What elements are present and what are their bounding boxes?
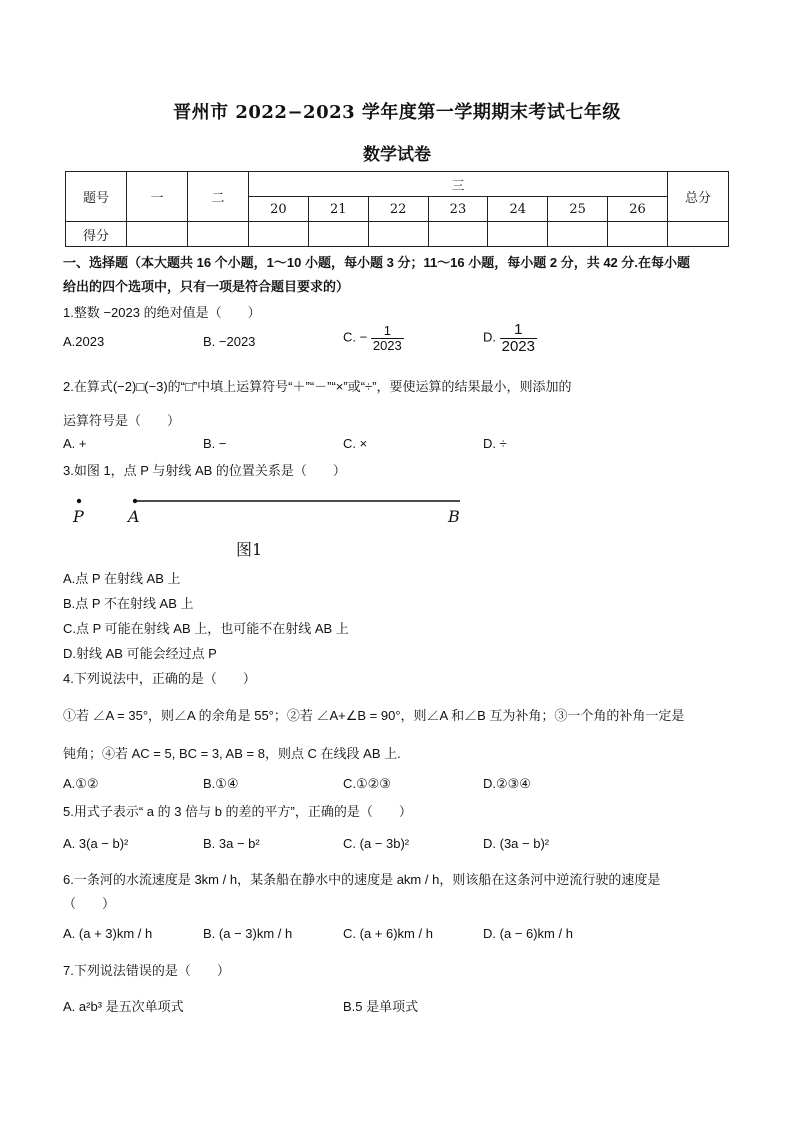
q6-option-c: C. (a + 6)km / h bbox=[343, 926, 433, 941]
q1-option-a: A.2023 bbox=[63, 334, 105, 349]
score-table-sub-col: 25 bbox=[548, 197, 608, 222]
q1-option-d-fraction bbox=[500, 322, 537, 355]
q5-option-b: B. 3a − b² bbox=[203, 836, 260, 851]
q4-option-c: C.①②③ bbox=[343, 776, 391, 791]
score-cell bbox=[127, 222, 188, 247]
q7-option-b: B.5 是单项式 bbox=[343, 999, 419, 1014]
q1-option-d bbox=[483, 322, 537, 355]
q6-option-a: A. (a + 3)km / h bbox=[63, 926, 153, 941]
q1-option-d-den: 2023 bbox=[501, 337, 535, 355]
q1-option-c-den: 2023 bbox=[372, 337, 402, 353]
q1-option-c bbox=[343, 324, 404, 352]
q6-option-b: B. (a − 3)km / h bbox=[203, 926, 293, 941]
q3-fig-label-b: B bbox=[448, 507, 460, 526]
q1-option-c-prefix: C. − bbox=[343, 329, 368, 345]
q5-option-c: C. (a − 3b)² bbox=[343, 836, 410, 851]
score-cell bbox=[368, 222, 428, 247]
q3-option-d: D.射线 AB 可能会经过点 P bbox=[63, 646, 217, 661]
score-table-sub-col: 22 bbox=[368, 197, 428, 222]
q1-option-c-fraction bbox=[371, 324, 404, 352]
page-subtitle: 数学试卷 bbox=[363, 145, 431, 165]
q3-option-c: C.点 P 可能在射线 AB 上，也可能不在射线 AB 上 bbox=[63, 621, 349, 636]
score-cell bbox=[428, 222, 488, 247]
q5-option-d: D. (3a − b)² bbox=[483, 836, 550, 851]
q2-option-b: B. − bbox=[203, 436, 227, 451]
q3-stem: 3.如图 1，点 P 与射线 AB 的位置关系是（ ） bbox=[63, 463, 346, 478]
q5-stem: 5.用式子表示“ a 的 3 倍与 b 的差的平方”，正确的是（ ） bbox=[63, 804, 412, 819]
score-table-sub-col: 21 bbox=[308, 197, 368, 222]
q6-stem-line1: 6.一条河的水流速度是 3km / h，某条船在静水中的速度是 akm / h，则该船在这条河中逆流行驶的速度是 bbox=[63, 872, 661, 887]
q1-option-b: B. −2023 bbox=[203, 334, 256, 349]
score-table-col-total: 总分 bbox=[668, 172, 729, 222]
score-table-col-two: 二 bbox=[188, 172, 249, 222]
section-heading-line2: 给出的四个选项中，只有一项是符合题目要求的） bbox=[63, 279, 350, 294]
q3-fig-label-p: P bbox=[73, 507, 84, 526]
q1-option-c-num: 1 bbox=[371, 324, 404, 339]
q2-option-d: D. ÷ bbox=[483, 436, 507, 451]
score-table-sub-col: 26 bbox=[608, 197, 668, 222]
score-cell bbox=[608, 222, 668, 247]
q3-figure bbox=[60, 490, 480, 560]
score-table-sub-col: 23 bbox=[428, 197, 488, 222]
q4-body-line2: 钝角；④若 AC = 5, BC = 3, AB = 8，则点 C 在线段 AB 上. bbox=[63, 746, 401, 761]
score-table-sub-col: 24 bbox=[488, 197, 548, 222]
q6-stem-line2: （ ） bbox=[63, 896, 116, 911]
score-cell bbox=[548, 222, 608, 247]
q4-stem: 4.下列说法中，正确的是（ ） bbox=[63, 671, 256, 686]
score-table-sub-col: 20 bbox=[249, 197, 309, 222]
q4-body-line1: ①若 ∠A = 35°，则∠A 的余角是 55°；②若 ∠A+∠B = 90°，则∠A 和∠B 互为补角；③一个角的补角一定是 bbox=[63, 708, 685, 723]
page-title: 晋州市 2022−2023 学年度第一学期期末考试七年级 bbox=[173, 102, 621, 123]
point-p-dot bbox=[77, 499, 81, 503]
q1-option-d-prefix: D. bbox=[483, 329, 496, 345]
q7-option-a: A. a²b³ 是五次单项式 bbox=[63, 999, 184, 1014]
q2-stem-line2: 运算符号是（ ） bbox=[63, 413, 181, 428]
q4-option-b: B.①④ bbox=[203, 776, 239, 791]
q2-stem-line1: 2.在算式(−2)□(−3)的“□”中填上运算符号“＋”“－”“×”或“÷”，要使运算的结果最小，则添加的 bbox=[63, 379, 572, 394]
q1-option-d-num: 1 bbox=[500, 322, 537, 339]
score-table-col-one: 一 bbox=[127, 172, 188, 222]
score-table-score-label: 得分 bbox=[66, 222, 127, 247]
q1-stem: 1.整数 −2023 的绝对值是（ ） bbox=[63, 305, 261, 320]
score-cell bbox=[308, 222, 368, 247]
q2-option-c: C. × bbox=[343, 436, 368, 451]
q6-option-d: D. (a − 6)km / h bbox=[483, 926, 573, 941]
q3-option-b: B.点 P 不在射线 AB 上 bbox=[63, 596, 194, 611]
q4-option-a: A.①② bbox=[63, 776, 99, 791]
q3-fig-caption: 图1 bbox=[236, 540, 263, 559]
score-cell bbox=[188, 222, 249, 247]
score-cell bbox=[488, 222, 548, 247]
q7-stem: 7.下列说法错误的是（ ） bbox=[63, 963, 230, 978]
score-table bbox=[65, 171, 729, 247]
q4-option-d: D.②③④ bbox=[483, 776, 531, 791]
score-table-question-label: 题号 bbox=[66, 172, 127, 222]
q3-option-a: A.点 P 在射线 AB 上 bbox=[63, 571, 181, 586]
score-cell bbox=[249, 222, 309, 247]
section-heading-line1: 一、选择题（本大题共 16 个小题，1～10 小题，每小题 3 分；11～16 小题，每小题 2 分，共 42 分.在每小题 bbox=[63, 255, 691, 270]
q2-option-a: A. + bbox=[63, 436, 87, 451]
score-cell bbox=[668, 222, 729, 247]
score-table-col-three: 三 bbox=[249, 172, 668, 197]
q3-fig-label-a: A bbox=[128, 507, 140, 526]
q5-option-a: A. 3(a − b)² bbox=[63, 836, 129, 851]
